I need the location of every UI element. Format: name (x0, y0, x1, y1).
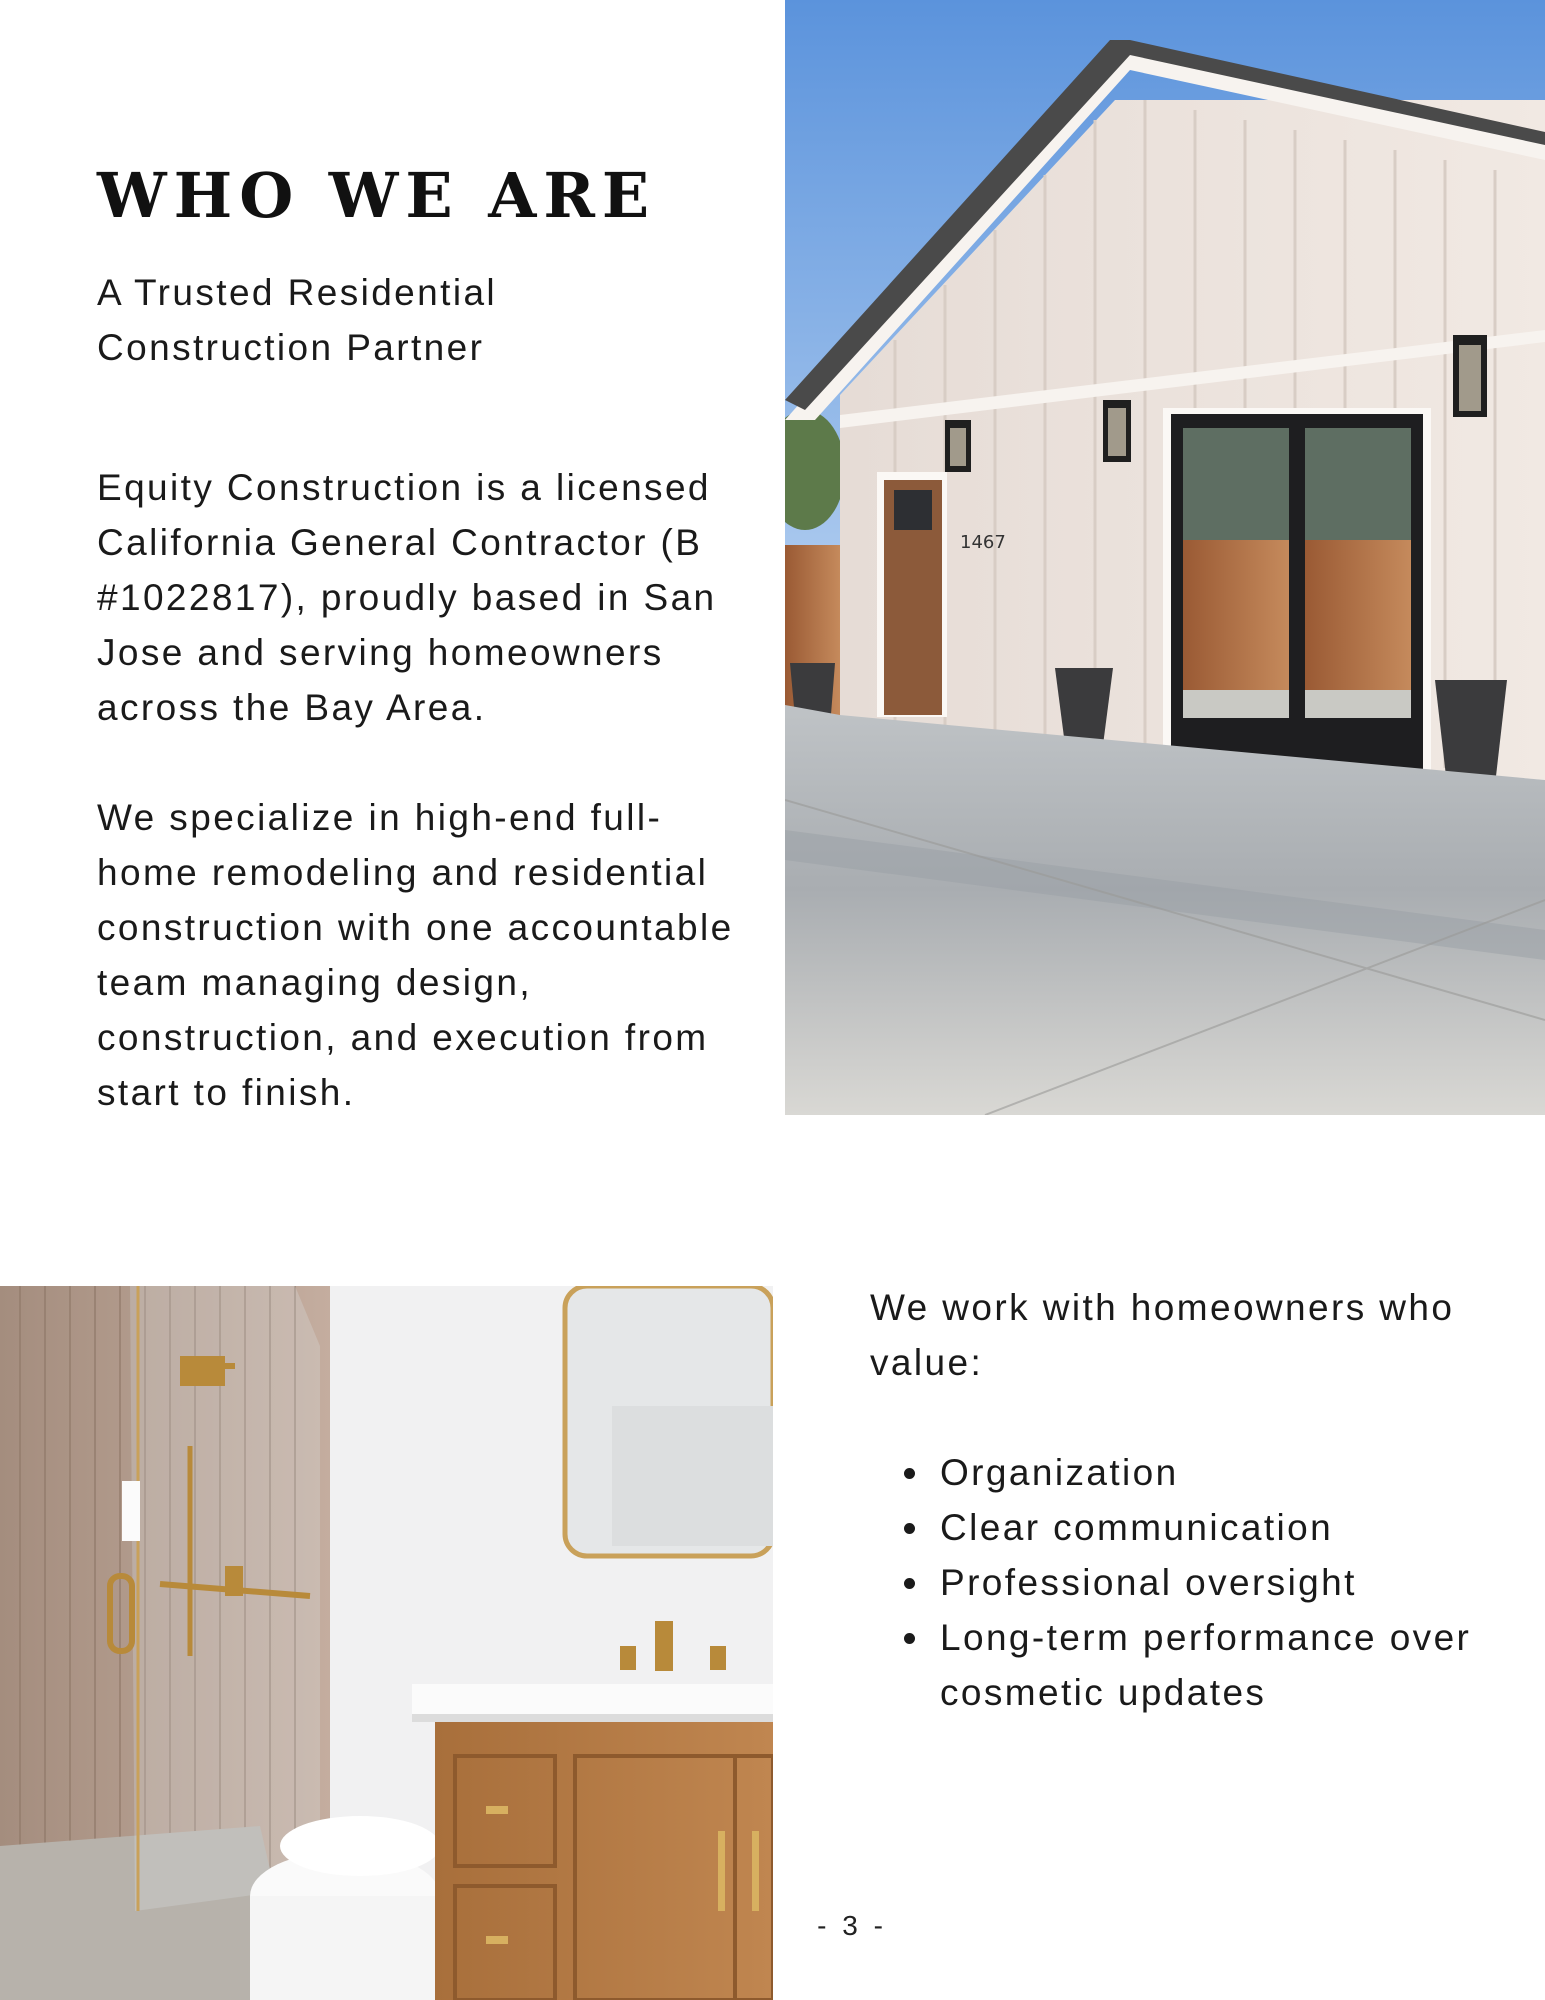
list-item (870, 1610, 1490, 1720)
list-item (870, 1555, 1490, 1610)
bullet-dot-icon (904, 1468, 915, 1479)
intro-paragraph-license: Equity Construction is a licensed California General Contractor (B #1022817), proudly based in San Jose and serving homeowners across the Bay Area. (97, 467, 717, 728)
page-title: WHO WE ARE (97, 159, 657, 232)
bullet-dot-icon (904, 1523, 915, 1534)
house-number: 1467 (960, 532, 1006, 553)
list-item (870, 1445, 1490, 1500)
bathroom-photo (0, 1286, 773, 2000)
bullet-dot-icon (904, 1633, 915, 1644)
values-list (870, 1445, 1490, 1720)
intro-paragraph-services: We specialize in high-end full-home remodeling and residential construction with one accountable team managing design, construction, and execution from start to finish. (97, 797, 734, 1113)
value-oversight: Professional oversight (940, 1562, 1357, 1603)
bullet-dot-icon (904, 1578, 915, 1589)
value-communication: Clear communication (940, 1507, 1334, 1548)
list-item (870, 1500, 1490, 1555)
page-subtitle: A Trusted Residential Construction Partner (97, 272, 498, 368)
bathroom-illustration (0, 1286, 773, 2000)
page-number: - 3 - (817, 1910, 887, 1941)
exterior-house-illustration (785, 0, 1545, 1115)
value-organization: Organization (940, 1452, 1179, 1493)
exterior-house-photo (785, 0, 1545, 1115)
values-intro: We work with homeowners who value: (870, 1287, 1455, 1383)
value-long-term: Long-term performance over cosmetic updates (940, 1617, 1472, 1713)
